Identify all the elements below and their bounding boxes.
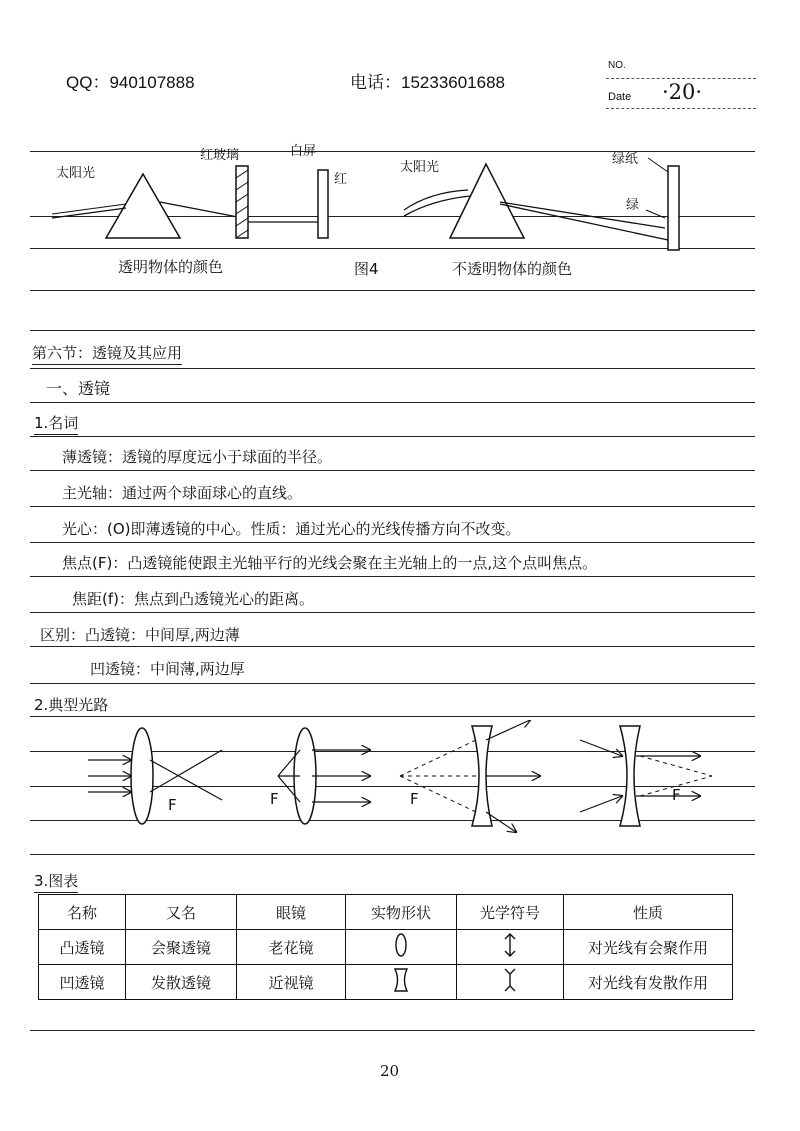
table-header: 名称 bbox=[39, 895, 126, 930]
difference-concave: 凹透镜：中间薄,两边厚 bbox=[90, 660, 245, 678]
concave-parallel-diagram bbox=[580, 726, 712, 826]
table-row bbox=[39, 930, 733, 965]
ruled-line bbox=[30, 854, 755, 855]
subsection-lens: 一、透镜 bbox=[46, 379, 111, 398]
left-prism bbox=[106, 174, 180, 238]
date-label: Date bbox=[608, 91, 632, 103]
table-cell: 凸透镜 bbox=[39, 930, 126, 965]
table-cell: 凹透镜 bbox=[39, 965, 126, 1000]
right-prism bbox=[450, 164, 524, 238]
table-cell: 老花镜 bbox=[237, 930, 346, 965]
table-header: 眼镜 bbox=[237, 895, 346, 930]
page-number: 20 bbox=[380, 1062, 400, 1080]
phone-number: 电话：15233601688 bbox=[350, 73, 506, 92]
table-cell: 会聚透镜 bbox=[126, 930, 237, 965]
white-screen-label: 白屏 bbox=[290, 144, 317, 159]
light-paths-title: 2.典型光路 bbox=[34, 694, 108, 717]
ruled-line bbox=[30, 716, 755, 717]
difference-convex: 区别：凸透镜：中间厚,两边薄 bbox=[40, 626, 240, 644]
concave-lens-symbol-icon bbox=[502, 966, 518, 994]
ruled-line bbox=[30, 330, 755, 331]
concave-shape-cell bbox=[346, 965, 457, 1000]
convex-lens-symbol-icon bbox=[502, 931, 518, 959]
sunlight-left-label: 太阳光 bbox=[56, 166, 96, 181]
ruled-line bbox=[30, 646, 755, 647]
table-cell: 发散透镜 bbox=[126, 965, 237, 1000]
green-paper-label: 绿纸 bbox=[612, 152, 639, 167]
term-optical-center: 光心：(O)即薄透镜的中心。性质：通过光心的光线传播方向不改变。 bbox=[62, 520, 521, 538]
term-thin-lens: 薄透镜：透镜的厚度远小于球面的半径。 bbox=[62, 448, 333, 466]
ruled-line bbox=[30, 368, 755, 369]
date-value: ·20· bbox=[662, 80, 703, 104]
concave-diverging-diagram bbox=[400, 720, 540, 832]
qq-number: QQ：940107888 bbox=[66, 73, 195, 92]
table-cell: 对光线有会聚作用 bbox=[564, 930, 733, 965]
convex-shape-cell bbox=[346, 930, 457, 965]
no-label: NO. bbox=[608, 60, 626, 71]
convex-lens-shape-icon bbox=[394, 932, 408, 958]
table-header: 又名 bbox=[126, 895, 237, 930]
ruled-line bbox=[30, 470, 755, 471]
date-underline bbox=[606, 108, 756, 109]
ruled-line bbox=[30, 683, 755, 684]
light-paths-figure bbox=[0, 720, 800, 840]
concave-lens-shape-icon bbox=[393, 967, 409, 993]
ruled-line bbox=[30, 576, 755, 577]
ruled-line bbox=[30, 1030, 755, 1031]
green-paper bbox=[668, 166, 679, 250]
ruled-line bbox=[30, 436, 755, 437]
term-principal-axis: 主光轴：通过两个球面球心的直线。 bbox=[62, 484, 303, 502]
white-screen bbox=[318, 170, 328, 238]
green-label: 绿 bbox=[626, 198, 640, 213]
left-refracted-ray bbox=[160, 202, 238, 217]
caption-transparent: 透明物体的颜色 bbox=[118, 258, 224, 276]
ruled-line bbox=[30, 506, 755, 507]
lens-table bbox=[38, 894, 733, 1000]
ruled-line bbox=[30, 612, 755, 613]
no-underline bbox=[606, 78, 756, 79]
chart-title: 3.图表 bbox=[34, 870, 78, 893]
caption-figure-number: 图4 bbox=[354, 260, 379, 278]
section-title: 第六节：透镜及其应用 bbox=[32, 342, 182, 365]
table-row bbox=[39, 965, 733, 1000]
focus-label-1: F bbox=[168, 796, 177, 814]
terms-title: 1.名词 bbox=[34, 412, 78, 435]
ruled-line bbox=[30, 542, 755, 543]
table-cell: 近视镜 bbox=[237, 965, 346, 1000]
red-glass-label: 红玻璃 bbox=[200, 148, 240, 163]
red-label: 红 bbox=[334, 172, 348, 187]
convex-symbol-cell bbox=[457, 930, 564, 965]
table-cell: 对光线有发散作用 bbox=[564, 965, 733, 1000]
table-header-row bbox=[39, 895, 733, 930]
convex-parallel-diagram bbox=[278, 728, 370, 824]
ruled-line bbox=[30, 290, 755, 291]
term-focal-length: 焦距(f)：焦点到凸透镜光心的距离。 bbox=[72, 590, 314, 608]
table-header: 实物形状 bbox=[346, 895, 457, 930]
concave-symbol-cell bbox=[457, 965, 564, 1000]
table-header: 光学符号 bbox=[457, 895, 564, 930]
caption-opaque: 不透明物体的颜色 bbox=[452, 260, 573, 278]
focus-label-3: F bbox=[410, 790, 419, 808]
ruled-line bbox=[30, 402, 755, 403]
table-header: 性质 bbox=[564, 895, 733, 930]
term-focus: 焦点(F)：凸透镜能使跟主光轴平行的光线会聚在主光轴上的一点,这个点叫焦点。 bbox=[62, 554, 598, 572]
sunlight-right-label: 太阳光 bbox=[400, 160, 440, 175]
focus-label-4: F bbox=[672, 786, 681, 804]
focus-label-2: F bbox=[270, 790, 279, 808]
convex-converging-diagram bbox=[88, 728, 222, 824]
